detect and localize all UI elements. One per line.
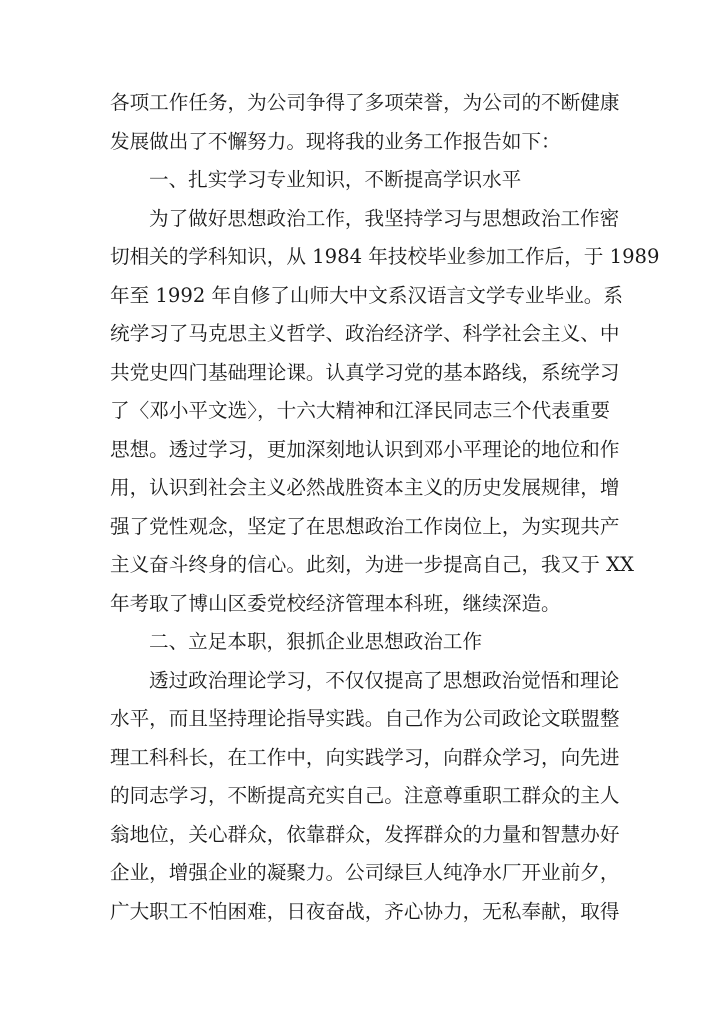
text-line: 水平，而且坚持理论指导实践。自己作为公司政论文联盟整 — [110, 707, 620, 730]
text-line: 翁地位，关心群众，依靠群众，发挥群众的力量和智慧办好 — [110, 822, 620, 846]
text-line: 了〈邓小平文选〉，十六大精神和江泽民同志三个代表重要 — [110, 399, 610, 422]
text-line: 思想。透过学习，更加深刻地认识到邓小平理论的地位和作 — [110, 437, 620, 461]
section-heading: 二、立足本职，狠抓企业思想政治工作 — [149, 630, 483, 653]
text-line: 发展做出了不懈努力。现将我的业务工作报告如下： — [110, 129, 561, 153]
text-line: 理工科科长，在工作中，向实践学习，向群众学习，向先进 — [110, 745, 620, 769]
text-line: 年至 1992 年自修了山师大中文系汉语言文学专业毕业。系 — [110, 283, 623, 307]
document-body — [110, 84, 660, 931]
text-line: 年考取了博山区委党校经济管理本科班，继续深造。 — [110, 591, 561, 615]
text-line: 统学习了马克思主义哲学、政治经济学、科学社会主义、中 — [110, 322, 620, 345]
text-line: 共党史四门基础理论课。认真学习党的基本路线，系统学习 — [110, 360, 620, 384]
text-line: 为了做好思想政治工作，我坚持学习与思想政治工作密 — [149, 206, 620, 230]
text-line: 强了党性观念，坚定了在思想政治工作岗位上，为实现共产 — [110, 514, 620, 538]
text-line: 的同志学习，不断提高充实自己。注意尊重职工群众的主人 — [110, 784, 620, 807]
text-line: 切相关的学科知识，从 1984 年技校毕业参加工作后，于 1989 — [110, 245, 660, 268]
text-line: 主义奋斗终身的信心。此刻，为进一步提高自己，我又于 XX — [110, 553, 634, 576]
text-line: 各项工作任务，为公司争得了多项荣誉，为公司的不断健康 — [110, 91, 620, 114]
text-line: 透过政治理论学习，不仅仅提高了思想政治觉悟和理论 — [149, 668, 620, 692]
text-line: 用，认识到社会主义必然战胜资本主义的历史发展规律，增 — [110, 476, 620, 499]
section-heading: 一、扎实学习专业知识，不断提高学识水平 — [149, 168, 522, 191]
text-line: 广大职工不怕困难，日夜奋战，齐心协力，无私奉献，取得 — [110, 899, 620, 923]
text-line: 企业，增强企业的凝聚力。公司绿巨人纯净水厂开业前夕， — [110, 861, 620, 884]
